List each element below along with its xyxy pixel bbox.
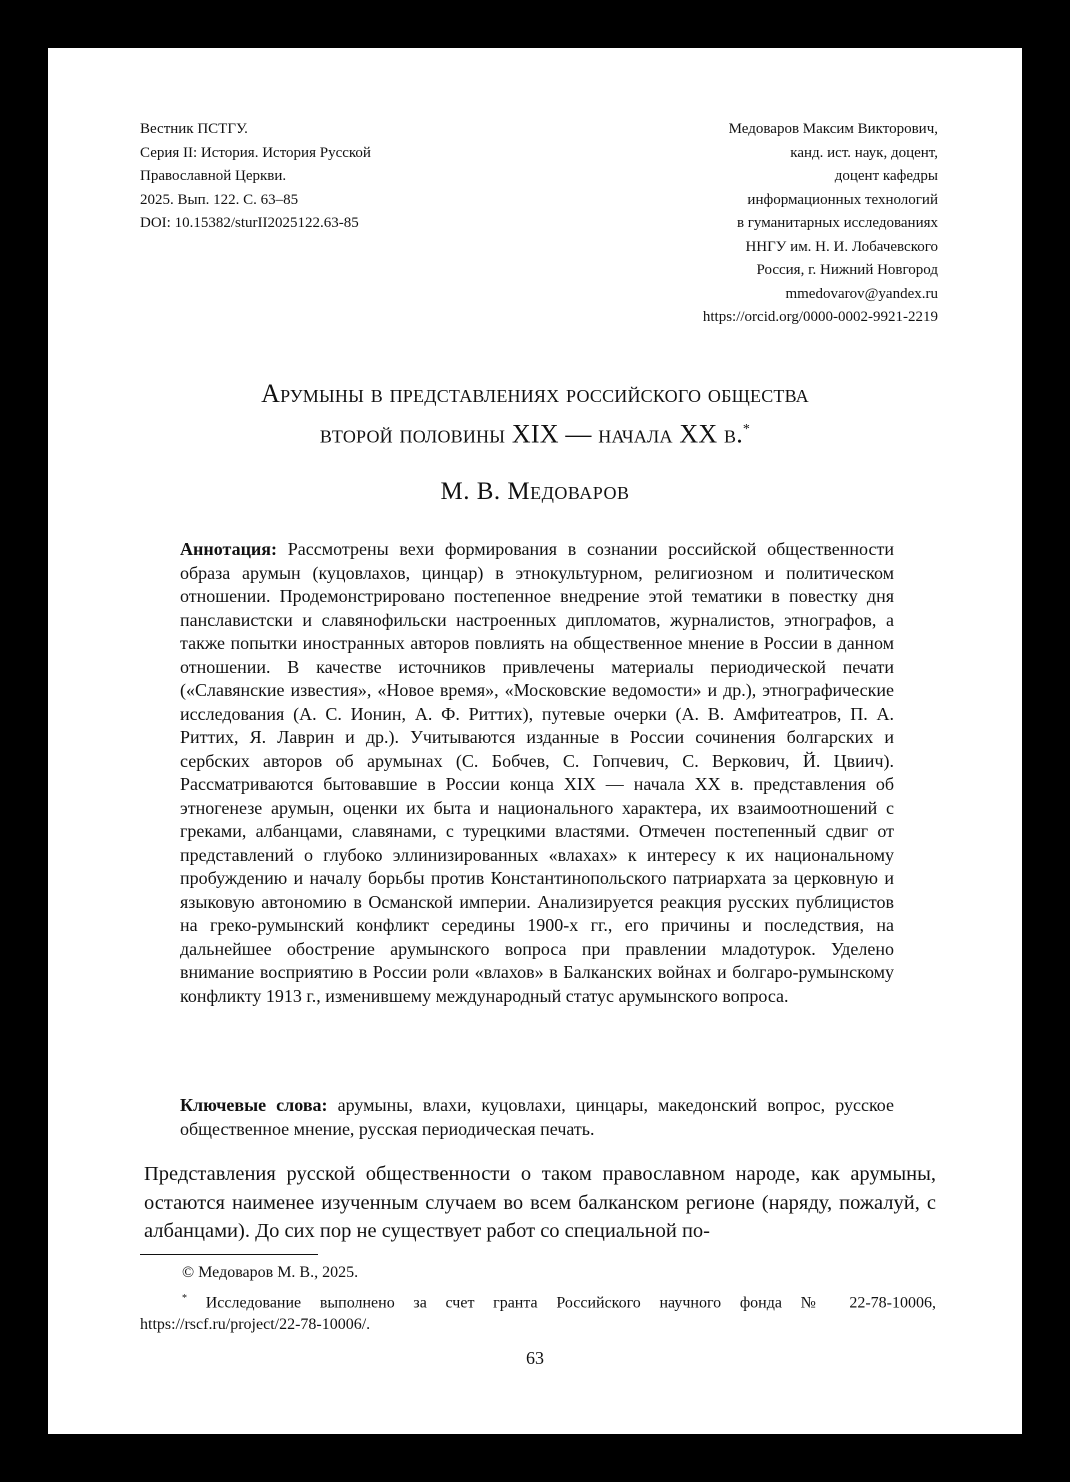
author-orcid: https://orcid.org/0000-0002-9921-2219 bbox=[702, 309, 938, 325]
author-name-line: Медоваров Максим Викторович, bbox=[728, 121, 938, 137]
copyright-note: © Медоваров М. В., 2025. bbox=[182, 1264, 359, 1281]
abstract bbox=[180, 538, 894, 1008]
title-line-2-part: XIX bbox=[511, 419, 559, 449]
author-info-line: доцент кафедры bbox=[834, 168, 938, 184]
keywords-text: арумыны, влахи, куцовлахи, цинцары, македонский вопрос, русское общественное мнение, русская периодическая печать. bbox=[180, 1095, 894, 1139]
abstract-text: Рассмотрены вехи формирования в сознании российской общественности образа арумын (куцовлахов, цинцар) в этнокультурном, религиозном и политическом отношении. Продемонстрировано постепенное внедрение этой тематики в повестку дня панславистски и славянофильски настроенных дипломатов, журналистов, этнографов, а также попытки иностранных авторов повлиять на общественное мнение в России в данном отношении. В качестве источников привлечены материалы периодической печати («Славянские известия», «Новое время», «Московские ведомости» и др.), этнографические исследования (А. С. Ионин, А. Ф. Риттих), путевые очерки (А. В. Амфитеатров, П. А. Риттих, Я. Лаврин и др.). Учитываются изданные в России сочинения болгарских и сербских авторов об арумынах (С. Бобчев, С. Гопчевич, С. Веркович, Й. Цвиич). Рассматриваются бытовавшие в России конца XIX — начала XX в. представления об этногенезе арумын, оценки их быта и национального характера, их взаимоотношений с греками, албанцами, славянами, с турецкими властями. Отмечен постепенный сдвиг от представлений о глубоко эллинизированных «влахах» к интересу к их национальному пробуждению и началу борьбы против Константинопольского патриархата за церковную и языковую автономию в Османской империи. Анализируется реакция русских публицистов на греко-румынский конфликт середины 1900-х гг., его причины и последствия, на дальнейшее обострение арумынского вопроса при правлении младотурок. Уделено внимание восприятию в России роли «влахов» в Балканских войнах и болгаро-румынскому конфликту 1913 г., изменившему международный статус арумынского вопроса. bbox=[180, 539, 894, 1006]
journal-info-line: Серия II: История. История Русской bbox=[140, 144, 371, 161]
author-info-line: в гуманитарных исследованиях bbox=[736, 215, 938, 231]
doi-line: DOI: 10.15382/sturII2025122.63-85 bbox=[140, 215, 359, 231]
author-email: mmedovarov@yandex.ru bbox=[785, 285, 938, 302]
title-line-1: Арумыны в представлениях российского общества bbox=[261, 379, 809, 408]
footnote-divider bbox=[140, 1254, 318, 1255]
journal-info bbox=[140, 118, 460, 236]
body-paragraph: Представления русской общественности о таком православном народе, как арумыны, остаются наименее изученным случаем во всем балканском регионе (наряду, пожалуй, с албанцами). До сих пор не существует работ со специальной по- bbox=[144, 1163, 936, 1242]
grant-footnote bbox=[140, 1288, 936, 1336]
author-info-line: канд. ист. наук, доцент, bbox=[790, 144, 938, 161]
author-info-line: Россия, г. Нижний Новгород bbox=[756, 262, 938, 278]
author-info-line: ННГУ им. Н. И. Лобачевского bbox=[745, 238, 938, 255]
title-line-2-part: второй половины bbox=[319, 419, 512, 449]
grant-footnote-text: Исследование выполнено за счет гранта Российского научного фонда № 22-78-10006, https://rscf.ru/project/22-78-10006/. bbox=[140, 1294, 936, 1334]
journal-info-line: Вестник ПСТГУ. bbox=[140, 121, 248, 137]
article-author: М. В. Медоваров bbox=[440, 478, 630, 505]
article-title bbox=[108, 376, 962, 453]
title-line-2 bbox=[108, 412, 962, 453]
author-info-line: информационных технологий bbox=[747, 191, 938, 208]
title-line-2-part: XX bbox=[679, 419, 718, 449]
page-number: 63 bbox=[526, 1348, 544, 1368]
keywords-label: Ключевые слова: bbox=[180, 1095, 328, 1115]
title-line-2-part: — начала bbox=[558, 419, 680, 449]
author-info bbox=[518, 118, 938, 330]
journal-info-line: Православной Церкви. bbox=[140, 168, 287, 184]
footnote-mark: * bbox=[182, 1293, 187, 1304]
journal-info-line: 2025. Вып. 122. С. 63–85 bbox=[140, 191, 299, 208]
keywords bbox=[180, 1094, 894, 1141]
article-page bbox=[48, 48, 1022, 1434]
abstract-label: Аннотация: bbox=[180, 539, 278, 559]
title-line-2-part: в. bbox=[717, 419, 743, 449]
title-footnote-mark: * bbox=[742, 422, 751, 437]
